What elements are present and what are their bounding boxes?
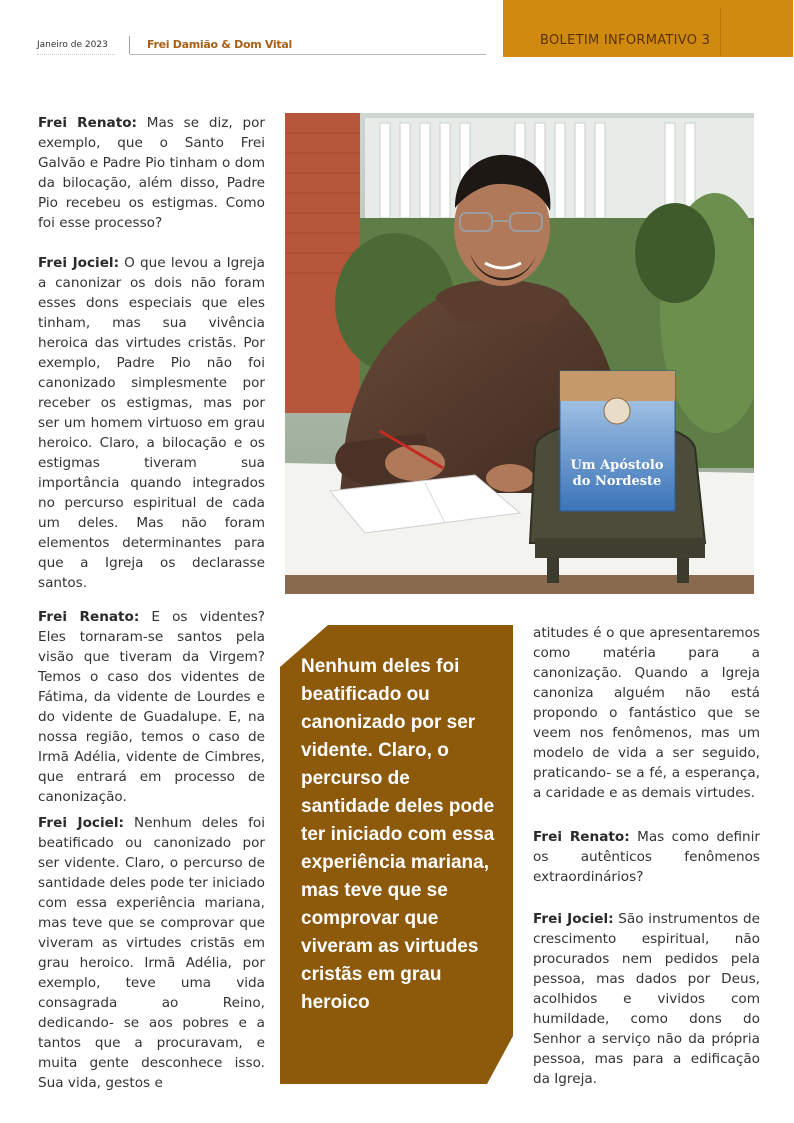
paragraph-text: O que levou a Igreja a canonizar os dois não foram esses dons especiais que eles tinham, mas sua vivência heroica das virtudes cristãs. Por exemplo, Padre Pio não foi canonizado simplesmente por receber os estigmas, mas por ser um homem virtuoso em grau heroico. Claro, a bilocação e os estigmas tiveram sua importância quando integrados no percurso espiritual de cada um deles. Mas não foram elementos determinantes para que a Igreja os declarasse santos. (38, 255, 265, 591)
paragraph (38, 113, 265, 233)
header-publication-title: Frei Damião & Dom Vital (147, 38, 292, 51)
pull-quote-text: Nenhum deles foi beatificado ou canonizado por ser vidente. Claro, o percurso de santidade deles pode ter iniciado com essa experiência mariana, mas teve que se comprovar que viveram as virtudes cristãs em grau heroico (301, 656, 495, 1013)
paragraph (38, 813, 265, 1093)
speaker-label: Frei Jociel: (533, 911, 614, 927)
friar-photo-illustration (285, 113, 754, 594)
paragraph-text: São instrumentos de crescimento espiritual, não procurados nem pedidos pela pessoa, mas dados por Deus, acolhidos e vividos com humildade, como dons do Senhor a serviço não da própria pessoa, mas para a edificação da Igreja. (533, 911, 760, 1087)
speaker-label: Frei Renato: (38, 609, 140, 625)
speaker-label: Frei Jociel: (38, 255, 120, 271)
speaker-label: Frei Jociel: (38, 815, 124, 831)
left-text-column (38, 113, 265, 1093)
paragraph-text: Mas como definir os autênticos fenômenos extraordinários? (533, 829, 760, 885)
header-section-box-divider (720, 8, 721, 56)
speaker-label: Frei Renato: (38, 115, 137, 131)
paragraph (38, 253, 265, 593)
speaker-label: Frei Renato: (533, 829, 630, 845)
book-cover-title-line1: Um Apóstolo (570, 458, 664, 473)
header-underline (130, 54, 486, 55)
paragraph-text: atitudes é o que apresentaremos como matéria para a canonização. Quando a Igreja canoniza alguém não está propondo o fantástico que se veem nos fenômenos, mas um modelo de vida a ser seguido, praticando- se a fé, a esperança, a caridade e as demais virtudes. (533, 625, 760, 801)
paragraph (533, 827, 760, 887)
header-date: Janeiro de 2023 (37, 40, 108, 50)
pull-quote-box (280, 625, 513, 1084)
paragraph (533, 909, 760, 1089)
paragraph (38, 607, 265, 807)
paragraph-text: Mas se diz, por exemplo, que o Santo Frei Galvão e Padre Pio tinham o dom da bilocação, além disso, Padre Pio recebeu os estigmas. Como foi esse processo? (38, 115, 265, 231)
header-separator (129, 36, 130, 54)
header-section-label: BOLETIM INFORMATIVO 3 (540, 33, 711, 48)
paragraph (533, 623, 760, 803)
header-section-box (503, 0, 793, 57)
friar-photo (285, 113, 754, 594)
paragraph-text: Nenhum deles foi beatificado ou canonizado por ser vidente. Claro, o percurso de santidade deles pode ter iniciado com essa experiência mariana, mas teve que se comprovar que viveram as virtudes cristãs em grau heroico. Irmã Adélia, por exemplo, teve uma vida consagrada ao Reino, dedicando- se aos pobres e a tantos que a procuravam, e muita gente desconhece isso. Sua vida, gestos e (38, 815, 265, 1091)
right-text-column (533, 623, 760, 1089)
paragraph-text: E os videntes? Eles tornaram-se santos pela visão que tiveram da Virgem? Temos o caso dos videntes de Fátima, da vidente de Lourdes e do vidente de Guadalupe. E, na nossa região, temos o caso de Irmã Adélia, vidente de Cimbres, que entrará em processo de canonização. (38, 609, 265, 805)
book-cover-title-line2: do Nordeste (572, 474, 662, 489)
header-date-rule (37, 54, 115, 55)
